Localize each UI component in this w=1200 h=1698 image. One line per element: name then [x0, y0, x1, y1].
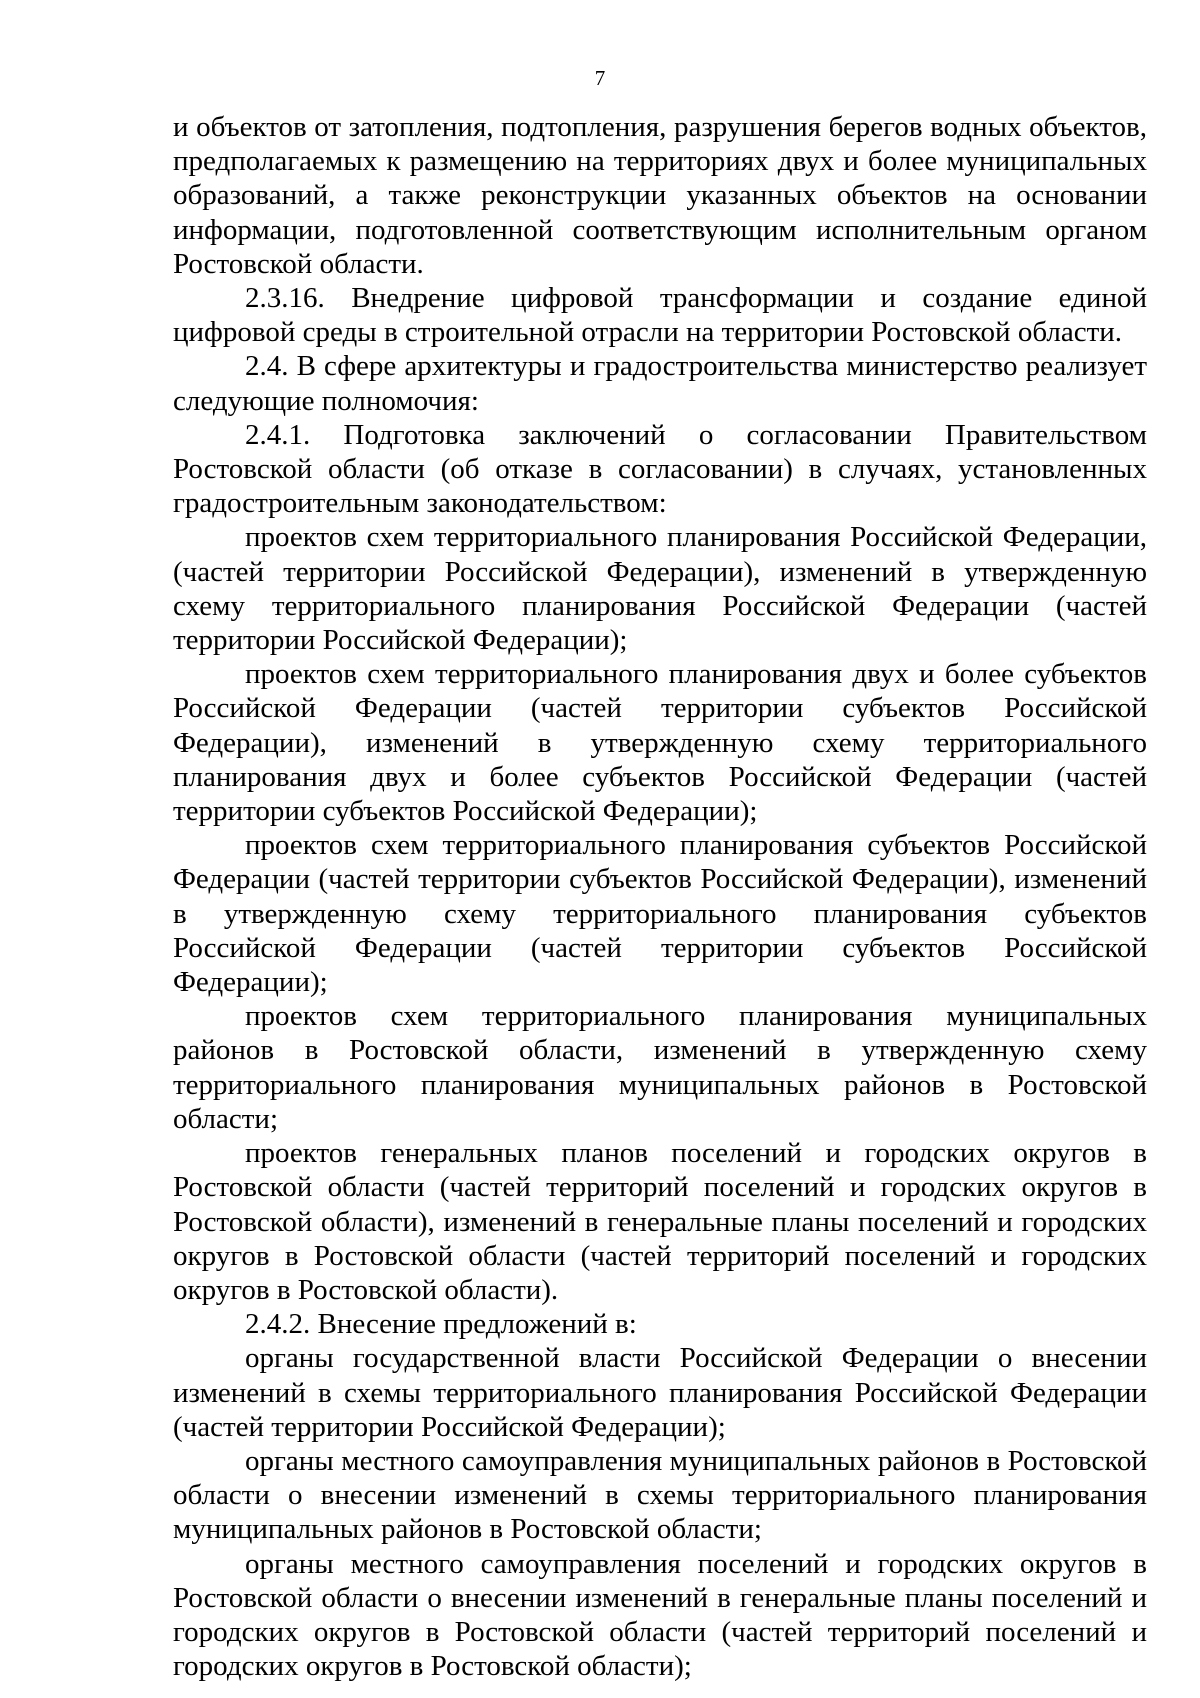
paragraph-2-4-2: 2.4.2. Внесение предложений в: — [245, 1308, 637, 1341]
paragraph-2-4-1: 2.4.1. Подготовка заключений о согласовании Правительством Ростовской области (об отказе в согласовании) в случаях, установленных градостроительным законодательством: — [173, 418, 1147, 520]
list-item-rf-territorial-plans: проектов схем территориального планирования Российской Федерации, (частей территории Российской Федерации), изменений в утвержденную схему территориального планирования Российской Федерации (частей территории Российской Федерации); — [173, 521, 1147, 657]
list-item-federal-authorities: органы государственной власти Российской Федерации о внесении изменений в схемы территориального планирования Российской Федерации (частей территории Российской Федерации); — [173, 1342, 1147, 1443]
list-item-multi-subject-plans: проектов схем территориального планирования двух и более субъектов Российской Федерации (частей территории субъектов Российской Федерации), изменений в утвержденную схему территориального планирования двух и более субъектов Российской Федерации (частей территории субъектов Российской Федерации); — [173, 658, 1147, 828]
list-item-settlement-authorities: органы местного самоуправления поселений и городских округов в Ростовской области о внесении изменений в генеральные планы поселений и городских округов в Ростовской области (частей территорий поселений и городских округов в Ростовской области); — [173, 1547, 1147, 1683]
paragraph-2-4: 2.4. В сфере архитектуры и градостроительства министерство реализует следующие полномочия: — [173, 350, 1147, 417]
page-number: 7 — [594, 66, 606, 90]
document-body — [173, 110, 1147, 1683]
list-item-subject-plans: проектов схем территориального планирования субъектов Российской Федерации (частей территории субъектов Российской Федерации), изменений в утвержденную схему территориального планирования субъектов Российской Федерации (частей территории субъектов Российской Федерации); — [173, 829, 1147, 999]
list-item-municipal-district-authorities: органы местного самоуправления муниципальных районов в Ростовской области о внесении изменений в схемы территориального планирования муниципальных районов в Ростовской области; — [173, 1444, 1147, 1546]
paragraph-2-3-16: 2.3.16. Внедрение цифровой трансформации и создание единой цифровой среды в строительной отрасли на территории Ростовской области. — [173, 282, 1147, 349]
paragraph-flood-protection-objects: и объектов от затопления, подтопления, разрушения берегов водных объектов, предполагаемых к размещению на территориях двух и более муниципальных образований, а также реконструкции указанных объектов на основании информации, подготовленной соответствующим исполнительным органом Ростовской области. — [173, 111, 1147, 280]
list-item-municipal-district-plans: проектов схем территориального планирования муниципальных районов в Ростовской области, изменений в утвержденную схему территориального планирования муниципальных районов в Ростовской области; — [173, 1000, 1147, 1135]
list-item-general-plans: проектов генеральных планов поселений и городских округов в Ростовской области (частей территорий поселений и городских округов в Ростовской области), изменений в генеральные планы поселений и городских округов в Ростовской области (частей территорий поселений и городских округов в Ростовской области). — [173, 1137, 1147, 1306]
